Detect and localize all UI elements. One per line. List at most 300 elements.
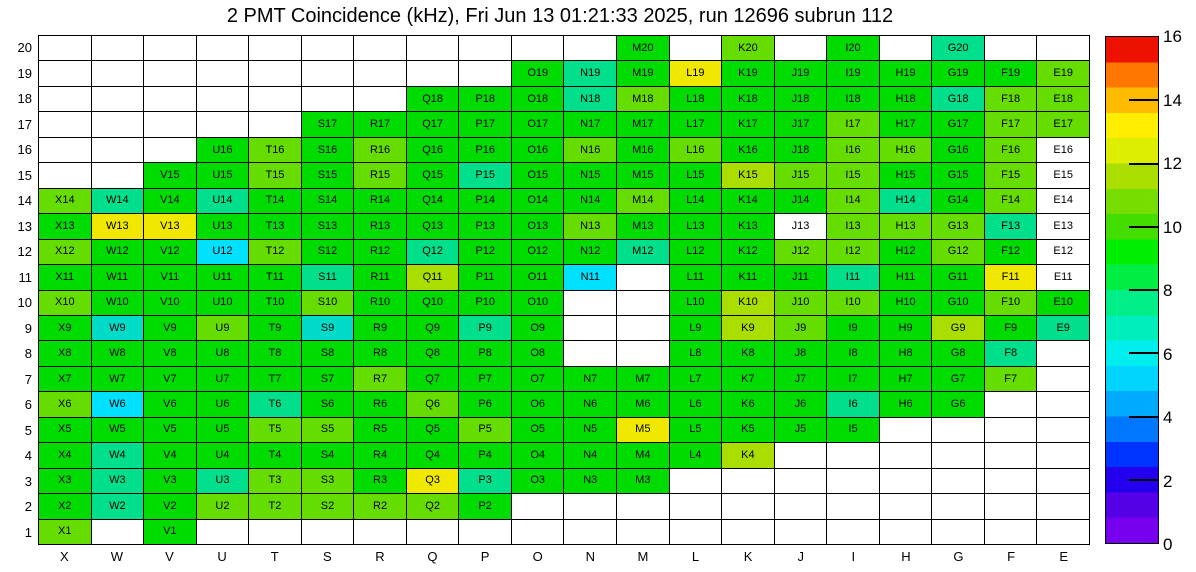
heatmap-cell <box>880 392 932 416</box>
heatmap-cell <box>459 469 511 493</box>
heatmap-cell <box>564 392 616 416</box>
cell-label: H11 <box>895 270 916 283</box>
heatmap-cell <box>197 36 249 60</box>
heatmap-cell <box>407 265 459 289</box>
heatmap-cell <box>302 494 354 518</box>
heatmap-cell <box>197 87 249 111</box>
cell-label: J8 <box>794 347 807 360</box>
cell-label: T2 <box>268 499 282 512</box>
heatmap-cell <box>407 418 459 442</box>
heatmap-cell <box>827 291 879 315</box>
heatmap-cell <box>407 61 459 85</box>
cell-label: Q5 <box>425 423 440 436</box>
column-label: H <box>901 549 911 564</box>
heatmap-cell <box>249 112 301 136</box>
heatmap-cell <box>144 291 196 315</box>
heatmap-cell <box>144 87 196 111</box>
cell-label: K6 <box>741 398 755 411</box>
cell-label: K13 <box>738 219 758 232</box>
heatmap-cell <box>39 316 91 340</box>
cell-label: Q4 <box>425 448 440 461</box>
heatmap-cell <box>302 520 354 544</box>
heatmap-cell <box>407 189 459 213</box>
heatmap-cell <box>985 112 1037 136</box>
heatmap-cell <box>197 61 249 85</box>
heatmap-cell <box>1037 341 1089 365</box>
row-label: 13 <box>17 218 32 234</box>
heatmap-cell <box>512 520 564 544</box>
heatmap-cell <box>932 392 984 416</box>
cell-label: O13 <box>527 219 549 232</box>
heatmap-cell <box>985 36 1037 60</box>
cell-label: N4 <box>583 448 598 461</box>
cell-label: G14 <box>947 194 969 207</box>
y-axis-labels <box>0 35 34 545</box>
heatmap-cell <box>827 316 879 340</box>
cell-label: I6 <box>848 398 858 411</box>
cell-label: M20 <box>632 41 654 54</box>
cell-label: I18 <box>845 92 861 105</box>
heatmap-cell <box>617 240 669 264</box>
heatmap-cell <box>144 367 196 391</box>
cell-label: E13 <box>1053 219 1073 232</box>
heatmap-cell <box>670 494 722 518</box>
cell-label: W12 <box>106 245 129 258</box>
cell-label: S17 <box>317 118 338 131</box>
cell-label: H18 <box>895 92 916 105</box>
heatmap-cell <box>39 61 91 85</box>
heatmap-cell <box>354 189 406 213</box>
heatmap-cell <box>617 494 669 518</box>
heatmap-cell <box>932 138 984 162</box>
heatmap-cell <box>459 240 511 264</box>
heatmap-cell <box>249 520 301 544</box>
cell-label: M13 <box>632 219 654 232</box>
heatmap-cell <box>827 265 879 289</box>
heatmap-cell <box>144 112 196 136</box>
heatmap-cell <box>302 36 354 60</box>
heatmap-cell <box>670 189 722 213</box>
cell-label: X11 <box>55 270 75 283</box>
heatmap-cell <box>985 163 1037 187</box>
heatmap-cell <box>354 367 406 391</box>
heatmap-cell <box>512 214 564 238</box>
heatmap-cell <box>985 367 1037 391</box>
heatmap-cell <box>564 520 616 544</box>
cell-label: U4 <box>215 448 230 461</box>
cell-label: H13 <box>895 219 916 232</box>
heatmap-cell <box>354 112 406 136</box>
cell-label: W6 <box>109 398 126 411</box>
heatmap-cell <box>302 291 354 315</box>
heatmap-cell <box>880 61 932 85</box>
heatmap-cell <box>775 520 827 544</box>
heatmap-cell <box>564 265 616 289</box>
cell-label: P10 <box>475 296 495 309</box>
heatmap-cell <box>512 367 564 391</box>
cell-label: O17 <box>527 118 549 131</box>
heatmap-cell <box>827 138 879 162</box>
heatmap-cell <box>775 163 827 187</box>
heatmap-cell <box>617 469 669 493</box>
cell-label: L16 <box>686 143 705 156</box>
cell-label: V4 <box>163 448 177 461</box>
heatmap-cell <box>985 494 1037 518</box>
heatmap-cell <box>92 316 144 340</box>
cell-label: T12 <box>265 245 285 258</box>
heatmap-cell <box>249 392 301 416</box>
heatmap-cell <box>407 367 459 391</box>
cell-label: N5 <box>583 423 598 436</box>
cell-label: J13 <box>791 219 810 232</box>
cell-label: O6 <box>530 398 546 411</box>
heatmap-cell <box>39 138 91 162</box>
heatmap-cell <box>775 265 827 289</box>
heatmap-cell <box>827 494 879 518</box>
cell-label: N12 <box>580 245 601 258</box>
heatmap-cell <box>564 341 616 365</box>
cell-label: R3 <box>373 474 388 487</box>
cell-label: O11 <box>527 270 548 283</box>
heatmap-cell <box>617 341 669 365</box>
colorbar-tick-labels <box>1163 27 1196 554</box>
cell-label: T15 <box>265 168 285 181</box>
heatmap-cell <box>39 392 91 416</box>
column-label: V <box>165 549 174 564</box>
cell-label: X9 <box>58 321 72 334</box>
heatmap-cell <box>1037 392 1089 416</box>
heatmap-cell <box>827 520 879 544</box>
cell-label: M14 <box>632 194 654 207</box>
cell-label: V14 <box>160 194 180 207</box>
column-label: T <box>270 549 279 564</box>
heatmap-cell <box>827 469 879 493</box>
cell-label: P15 <box>475 168 495 181</box>
cell-label: G18 <box>947 92 969 105</box>
cell-label: I12 <box>845 245 861 258</box>
heatmap-cell <box>775 494 827 518</box>
heatmap-cell <box>775 87 827 111</box>
cell-label: N13 <box>580 219 601 232</box>
heatmap-cell <box>354 36 406 60</box>
heatmap-cell <box>302 189 354 213</box>
heatmap-cell <box>985 214 1037 238</box>
heatmap-cell <box>985 520 1037 544</box>
cell-label: P5 <box>478 423 492 436</box>
cell-label: G8 <box>950 347 966 360</box>
cell-label: O10 <box>527 296 549 309</box>
heatmap-cell <box>880 36 932 60</box>
cell-label: H8 <box>898 347 913 360</box>
heatmap-cell <box>617 392 669 416</box>
cell-label: R10 <box>369 296 391 309</box>
heatmap-cell <box>92 520 144 544</box>
cell-label: J18 <box>791 92 810 105</box>
cell-label: W8 <box>109 347 126 360</box>
heatmap-cell <box>775 240 827 264</box>
heatmap-cell <box>722 240 774 264</box>
heatmap-cell <box>92 112 144 136</box>
heatmap-cell <box>249 138 301 162</box>
heatmap-cell <box>407 36 459 60</box>
heatmap-cell <box>880 520 932 544</box>
heatmap-cell <box>564 367 616 391</box>
heatmap-cell <box>1037 163 1089 187</box>
heatmap-cell <box>670 240 722 264</box>
heatmap-cell <box>39 469 91 493</box>
heatmap-cell <box>722 214 774 238</box>
heatmap-cell <box>249 291 301 315</box>
row-label: 19 <box>17 65 32 81</box>
cell-label: X2 <box>58 499 72 512</box>
cell-label: J6 <box>794 398 807 411</box>
heatmap-cell <box>670 61 722 85</box>
heatmap-cell <box>144 240 196 264</box>
heatmap-cell <box>249 494 301 518</box>
column-label: S <box>322 549 332 564</box>
cell-label: N18 <box>580 92 601 105</box>
heatmap-cell <box>459 138 511 162</box>
heatmap-cell <box>775 392 827 416</box>
row-label: 18 <box>17 91 32 107</box>
row-label: 20 <box>17 40 32 56</box>
cell-label: M16 <box>632 143 654 156</box>
row-label: 7 <box>24 371 32 387</box>
heatmap-cell <box>985 392 1037 416</box>
cell-label: L10 <box>686 296 705 309</box>
heatmap-cell <box>512 494 564 518</box>
heatmap-cell <box>144 265 196 289</box>
cell-label: L6 <box>689 398 702 411</box>
x-axis-labels <box>38 549 1090 567</box>
cell-label: J5 <box>794 423 807 436</box>
cell-label: K4 <box>741 448 755 461</box>
heatmap-cell <box>459 61 511 85</box>
heatmap-cell <box>407 240 459 264</box>
heatmap-cell <box>302 163 354 187</box>
cell-label: E11 <box>1053 270 1073 283</box>
row-label: 2 <box>24 499 32 515</box>
cell-label: S16 <box>317 143 338 156</box>
heatmap-cell <box>564 189 616 213</box>
row-label: 4 <box>24 448 32 464</box>
heatmap-cell <box>722 138 774 162</box>
heatmap-cell <box>880 291 932 315</box>
heatmap-cell <box>670 418 722 442</box>
cell-label: X12 <box>54 245 75 258</box>
heatmap-cell <box>197 316 249 340</box>
heatmap-cell <box>197 494 249 518</box>
cell-label: S9 <box>320 321 335 334</box>
heatmap-cell <box>932 240 984 264</box>
cell-label: E10 <box>1053 296 1073 309</box>
heatmap-cell <box>407 316 459 340</box>
cell-label: G6 <box>950 398 966 411</box>
heatmap-cell <box>985 418 1037 442</box>
heatmap-cell <box>302 61 354 85</box>
cell-label: L5 <box>689 423 702 436</box>
heatmap-cell <box>512 469 564 493</box>
cell-label: N15 <box>580 168 601 181</box>
cell-label: T16 <box>265 143 285 156</box>
heatmap-cell <box>670 163 722 187</box>
heatmap-cell <box>407 494 459 518</box>
heatmap-cell <box>827 240 879 264</box>
heatmap-cell <box>407 163 459 187</box>
heatmap-cell <box>775 214 827 238</box>
heatmap-cell <box>827 112 879 136</box>
cell-label: Q16 <box>422 143 444 156</box>
heatmap-cell <box>670 520 722 544</box>
cell-label: I9 <box>848 321 858 334</box>
heatmap-cell <box>775 36 827 60</box>
heatmap-grid <box>38 35 1090 545</box>
colorbar-tick-label: 10 <box>1163 217 1182 237</box>
heatmap-cell <box>512 87 564 111</box>
cell-label: L7 <box>689 372 702 385</box>
heatmap-cell <box>302 138 354 162</box>
cell-label: G7 <box>950 372 966 385</box>
heatmap-cell <box>39 265 91 289</box>
cell-label: F7 <box>1004 372 1018 385</box>
heatmap-cell <box>722 189 774 213</box>
heatmap-cell <box>1037 520 1089 544</box>
cell-label: N3 <box>583 474 598 487</box>
heatmap-cell <box>932 443 984 467</box>
heatmap-cell <box>249 189 301 213</box>
heatmap-cell <box>39 443 91 467</box>
cell-label: X10 <box>54 296 75 309</box>
column-label: Q <box>427 549 438 564</box>
cell-label: X4 <box>58 448 72 461</box>
cell-label: F19 <box>1001 67 1021 80</box>
heatmap-cell <box>1037 61 1089 85</box>
column-label: U <box>217 549 227 564</box>
heatmap-cell <box>564 36 616 60</box>
heatmap-cell <box>92 367 144 391</box>
cell-label: Q9 <box>425 321 440 334</box>
heatmap-cell <box>880 189 932 213</box>
heatmap-cell <box>249 61 301 85</box>
cell-label: F10 <box>1001 296 1021 309</box>
heatmap-cell <box>354 469 406 493</box>
cell-label: M4 <box>635 448 651 461</box>
cell-label: G12 <box>947 245 969 258</box>
cell-label: P7 <box>478 372 492 385</box>
cell-label: Q15 <box>422 168 444 181</box>
heatmap-cell <box>354 265 406 289</box>
heatmap-cell <box>249 87 301 111</box>
heatmap-cell <box>197 392 249 416</box>
heatmap-cell <box>459 392 511 416</box>
cell-label: L4 <box>689 448 702 461</box>
column-label: K <box>743 549 753 564</box>
cell-label: Q17 <box>422 118 444 131</box>
heatmap-cell <box>92 392 144 416</box>
heatmap-cell <box>880 138 932 162</box>
column-label: F <box>1007 549 1016 564</box>
heatmap-cell <box>354 520 406 544</box>
cell-label: N6 <box>583 398 598 411</box>
cell-label: K19 <box>738 67 758 80</box>
cell-label: W14 <box>106 194 129 207</box>
heatmap-cell <box>617 291 669 315</box>
cell-label: V8 <box>163 347 177 360</box>
heatmap-cell <box>880 443 932 467</box>
colorbar-tick <box>1129 226 1158 228</box>
heatmap-cell <box>459 291 511 315</box>
cell-label: K9 <box>741 321 755 334</box>
cell-label: P4 <box>478 448 492 461</box>
heatmap-cell <box>92 494 144 518</box>
heatmap-cell <box>880 214 932 238</box>
heatmap-cell <box>302 87 354 111</box>
cell-label: R12 <box>369 245 391 258</box>
heatmap-cell <box>92 469 144 493</box>
heatmap-cell <box>407 291 459 315</box>
cell-label: R14 <box>369 194 391 207</box>
heatmap-cell <box>197 112 249 136</box>
colorbar-tick <box>1129 289 1158 291</box>
cell-label: I5 <box>848 423 858 436</box>
cell-label: T6 <box>268 398 282 411</box>
cell-label: P3 <box>478 474 492 487</box>
cell-label: U11 <box>212 270 233 283</box>
cell-label: J17 <box>791 118 810 131</box>
heatmap-cell <box>197 291 249 315</box>
heatmap-cell <box>354 163 406 187</box>
heatmap-cell <box>354 87 406 111</box>
cell-label: P16 <box>475 143 495 156</box>
cell-label: F18 <box>1001 92 1021 105</box>
heatmap-cell <box>1037 265 1089 289</box>
cell-label: R15 <box>369 168 391 181</box>
heatmap-cell <box>932 87 984 111</box>
heatmap-cell <box>564 443 616 467</box>
heatmap-cell <box>92 291 144 315</box>
heatmap-cell <box>985 341 1037 365</box>
row-label: 16 <box>17 142 32 158</box>
cell-label: H12 <box>895 245 916 258</box>
heatmap-cell <box>775 316 827 340</box>
cell-label: F8 <box>1004 347 1018 360</box>
cell-label: V9 <box>163 321 177 334</box>
cell-label: T8 <box>268 347 282 360</box>
heatmap-cell <box>985 87 1037 111</box>
heatmap-cell <box>354 214 406 238</box>
heatmap-cell <box>670 265 722 289</box>
heatmap-cell <box>722 316 774 340</box>
heatmap-cell <box>92 163 144 187</box>
cell-label: U3 <box>215 474 230 487</box>
cell-label: H10 <box>895 296 916 309</box>
cell-label: M18 <box>632 92 654 105</box>
heatmap-cell <box>302 316 354 340</box>
cell-label: K8 <box>741 347 755 360</box>
cell-label: N14 <box>580 194 601 207</box>
cell-label: E18 <box>1053 92 1073 105</box>
heatmap-cell <box>617 36 669 60</box>
cell-label: S14 <box>317 194 338 207</box>
cell-label: S4 <box>320 448 335 461</box>
heatmap-cell <box>39 112 91 136</box>
column-label: W <box>110 549 124 564</box>
cell-label: O16 <box>527 143 549 156</box>
colorbar-tick <box>1129 352 1158 354</box>
heatmap-cell <box>564 87 616 111</box>
heatmap-cell <box>564 112 616 136</box>
cell-label: L12 <box>686 245 705 258</box>
